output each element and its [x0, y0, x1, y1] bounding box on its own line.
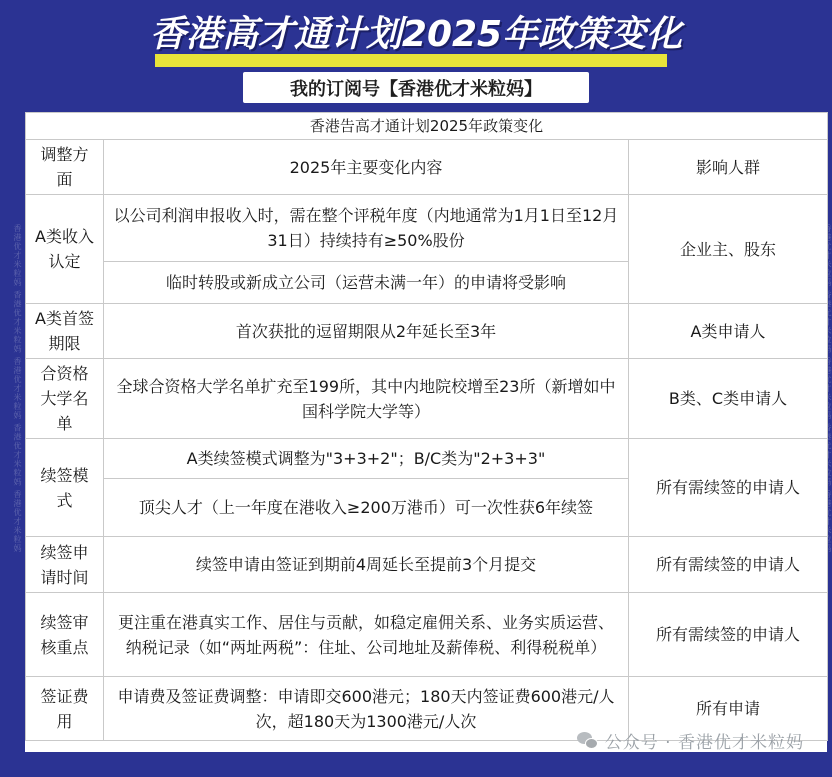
row-aspect: 续签申请时间 — [26, 537, 104, 593]
row-aspect: A类首签期限 — [26, 304, 104, 359]
row-change: 全球合资格大学名单扩充至199所，其中内地院校增至23所（新增如中国科学院大学等） — [104, 359, 629, 439]
row-aspect: 签证费用 — [26, 677, 104, 741]
row-group: 所有申请 — [629, 677, 828, 741]
row-group: B类、C类申请人 — [629, 359, 828, 439]
row-group: 所有需续签的申请人 — [629, 439, 828, 537]
policy-table-container — [25, 112, 827, 752]
row-change: 更注重在港真实工作、居住与贡献，如稳定雇佣关系、业务实质运营、纳税记录（如“两址两税”：住址、公司地址及薪俸税、利得税税单） — [104, 593, 629, 677]
wechat-watermark — [577, 728, 804, 753]
table-caption: 香港告高才通计划2025年政策变化 — [26, 113, 828, 140]
row-aspect: 合资格大学名单 — [26, 359, 104, 439]
subscription-label: 我的订阅号【香港优才米粒妈】 — [243, 72, 589, 103]
row-change: 续签申请由签证到期前4周延长至提前3个月提交 — [104, 537, 629, 593]
side-watermark-left: 香港优才米粒妈 香港优才米粒妈 香港优才米粒妈 香港优才米粒妈 香港优才米粒妈 — [13, 223, 22, 554]
header-aspect: 调整方面 — [26, 140, 104, 195]
wechat-watermark-text: 公众号 · 香港优才米粒妈 — [604, 733, 804, 753]
table-row — [26, 359, 828, 439]
row-aspect: A类收入认定 — [26, 195, 104, 304]
table-row — [26, 593, 828, 677]
row-change: 顶尖人才（上一年度在港收入≥200万港币）可一次性获6年续签 — [104, 479, 629, 537]
row-aspect: 续签审核重点 — [26, 593, 104, 677]
header — [0, 0, 832, 70]
row-group: 所有需续签的申请人 — [629, 537, 828, 593]
header-changes: 2025年主要变化内容 — [104, 140, 629, 195]
row-group: A类申请人 — [629, 304, 828, 359]
table-row — [26, 439, 828, 479]
row-group: 企业主、股东 — [629, 195, 828, 304]
policy-table — [25, 112, 828, 741]
table-header-row — [26, 140, 828, 195]
row-change: 临时转股或新成立公司（运营未满一年）的申请将受影响 — [104, 262, 629, 304]
table-row — [26, 195, 828, 262]
table-row — [26, 537, 828, 593]
table-caption-row — [26, 113, 828, 140]
row-change: 申请费及签证费调整：申请即交600港元；180天内签证费600港元/人次，超180天为1300港元/人次 — [104, 677, 629, 741]
wechat-icon — [577, 732, 599, 750]
table-row — [26, 304, 828, 359]
header-group: 影响人群 — [629, 140, 828, 195]
row-change: A类续签模式调整为"3+3+2"；B/C类为"2+3+3" — [104, 439, 629, 479]
page-title: 香港高才通计划2025年政策变化 — [149, 14, 683, 55]
row-aspect: 续签模式 — [26, 439, 104, 537]
row-change: 以公司利润申报收入时，需在整个评税年度（内地通常为1月1日至12月31日）持续持有≥50%股份 — [104, 195, 629, 262]
row-change: 首次获批的逗留期限从2年延长至3年 — [104, 304, 629, 359]
row-group: 所有需续签的申请人 — [629, 593, 828, 677]
